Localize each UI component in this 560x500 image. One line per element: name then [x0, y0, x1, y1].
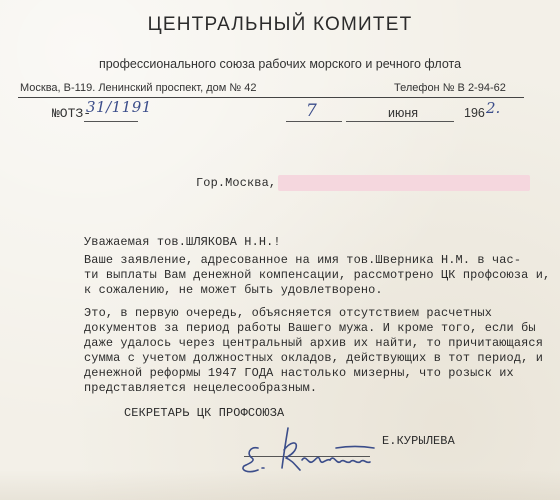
paper-shadow: [0, 470, 560, 500]
reference-number-handwritten: 31/1191: [86, 98, 152, 116]
letterhead-address: Москва, В-119. Ленинский проспект, дом № 42: [20, 82, 257, 94]
paragraph2-line: денежной реформы 1947 ГОДА настолько мизерны, что розыск их: [84, 366, 514, 380]
paragraph1-line: Ваше заявление, адресованное на имя тов.Шверника Н.М. в час-: [84, 253, 522, 267]
paragraph1-line: к сожалению, не может быть удовлетворено.: [84, 283, 383, 297]
paragraph1-line: ти выплаты Вам денежной компенсации, рассмотрено ЦК профсоюза и,: [84, 268, 551, 282]
signer-name: Е.КУРЫЛЕВА: [382, 434, 455, 448]
letterhead-subtitle: профессионального союза рабочих морского и речного флота: [98, 57, 462, 71]
redacted-address: [278, 175, 530, 191]
handwritten-signature: [236, 418, 406, 478]
date-year-printed: 196: [464, 106, 485, 120]
date-month-underline: [346, 121, 454, 122]
letterhead-phone: Телефон № В 2-94-62: [394, 82, 506, 94]
salutation: Уважаемая тов.ШЛЯКОВА Н.Н.!: [84, 235, 281, 249]
date-month: июня: [388, 106, 419, 120]
letterhead-title: ЦЕНТРАЛЬНЫЙ КОМИТЕТ: [147, 14, 413, 35]
paragraph2-line: представляется нецелесообразным.: [84, 381, 318, 395]
signer-title: СЕКРЕТАРЬ ЦК ПРОФСОЮЗА: [124, 406, 285, 420]
addressee-city: Гор.Москва,: [196, 176, 277, 190]
paragraph2-line: даже удалось через центральный архив их найти, то причитающаяся: [84, 336, 543, 350]
date-day-handwritten: 7: [306, 101, 317, 121]
paragraph2-line: документов за период работы Вашего мужа. И кроме того, если бы: [84, 321, 536, 335]
paragraph2-line: Это, в первую очередь, объясняется отсутствием расчетных: [84, 306, 492, 320]
date-day-underline: [286, 121, 342, 122]
paragraph2-line: сумма с учетом должностных окладов, действующих в тот период, и: [84, 351, 543, 365]
date-year-handwritten: 2.: [486, 99, 501, 117]
reference-underline: [84, 121, 138, 122]
reference-prefix: №ОТЗ-: [52, 106, 92, 121]
